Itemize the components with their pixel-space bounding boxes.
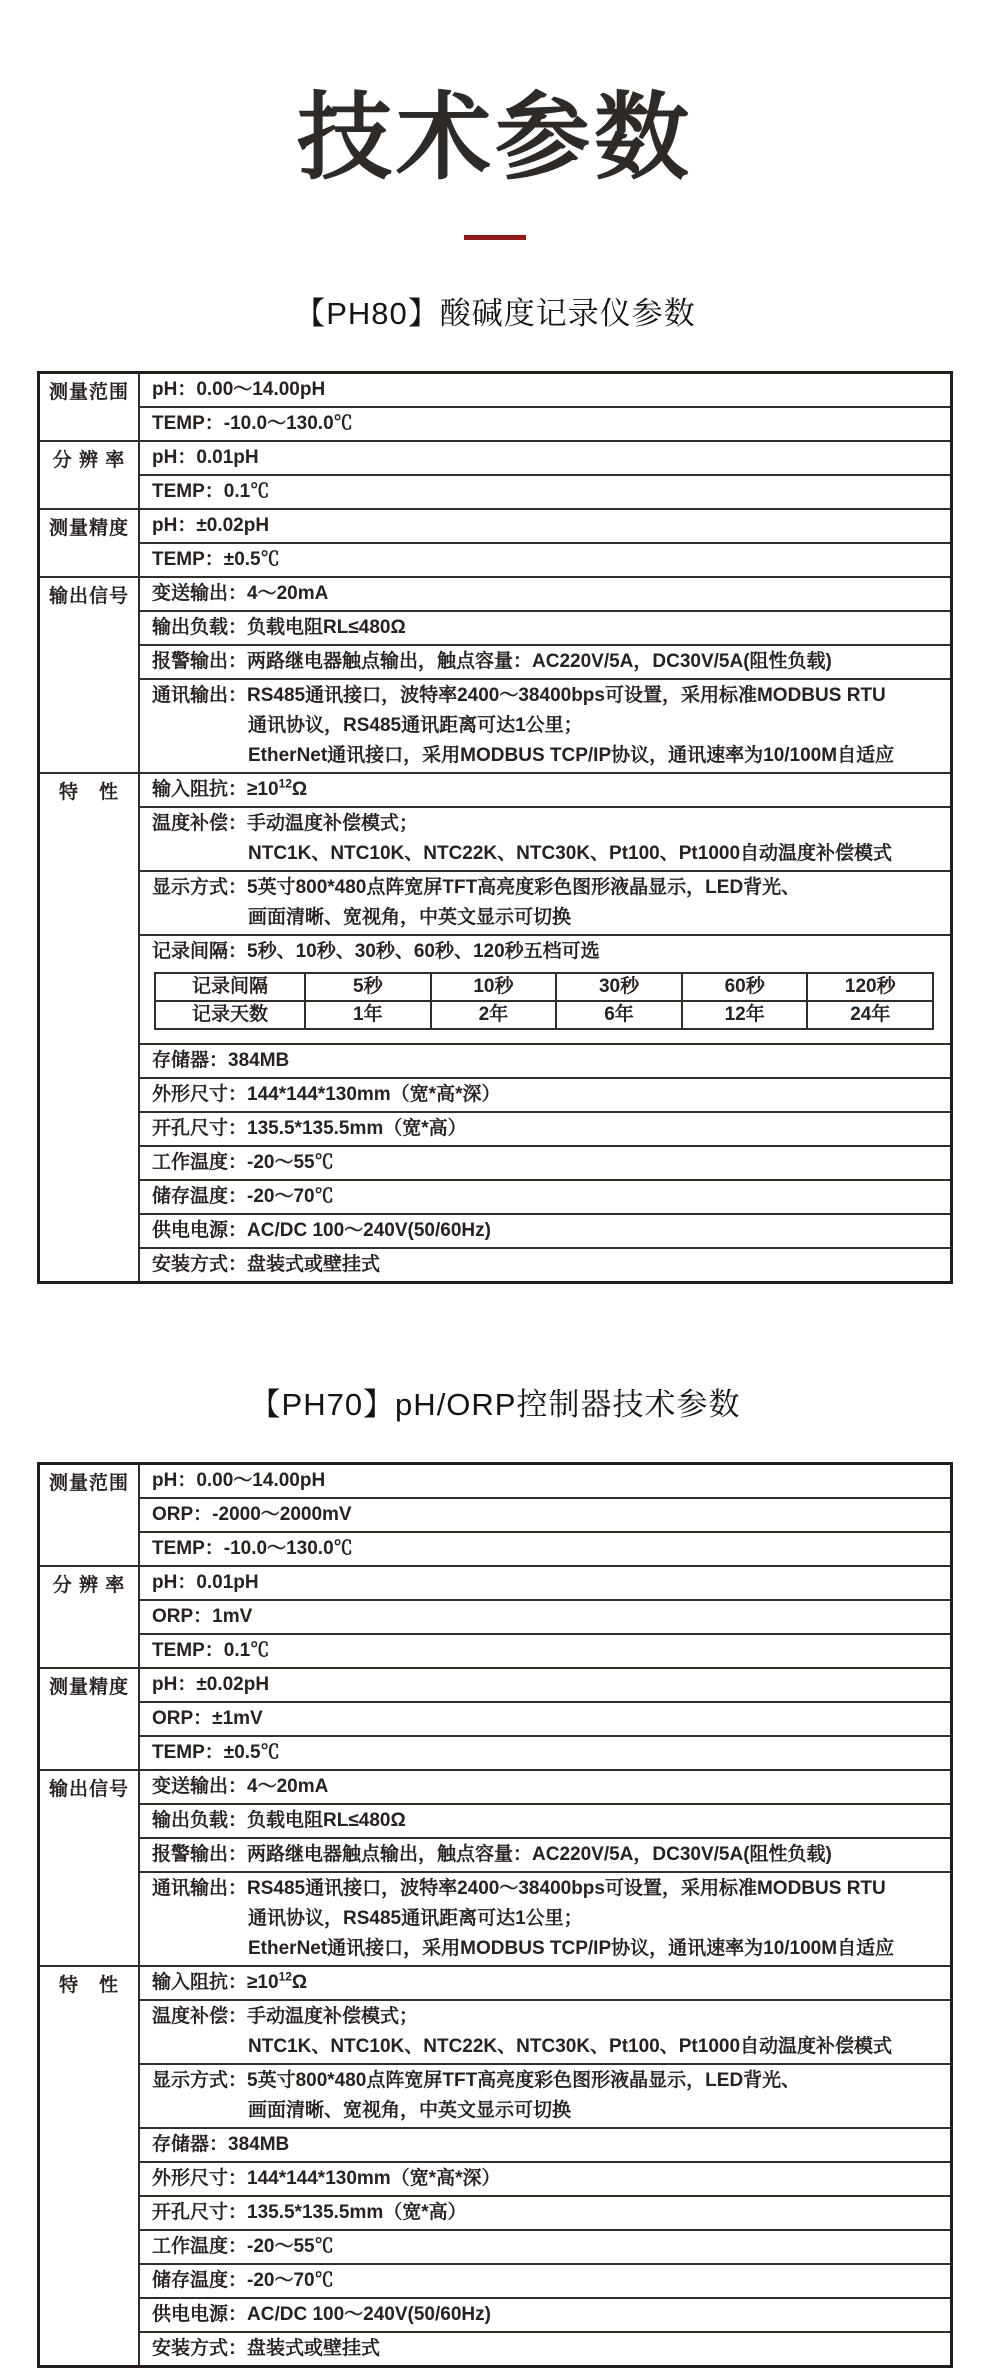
spec-row <box>39 2332 952 2367</box>
spec-group-label: 特 性 <box>39 1966 140 2367</box>
spec-value-cell <box>139 1566 952 1600</box>
spec-row <box>39 611 952 645</box>
spec-value-cell <box>139 2162 952 2196</box>
record-interval-cell: 2年 <box>431 1001 557 1029</box>
spec-line: 温度补偿：手动温度补偿模式； <box>152 2006 419 2028</box>
spec-value-cell <box>139 577 952 611</box>
spec-line: 开孔尺寸：135.5*135.5mm（宽*高） <box>152 1118 467 1140</box>
spec-line: 报警输出：两路继电器触点输出，触点容量：AC220V/5A，DC30V/5A(阻性负载) <box>152 651 832 673</box>
section-ph80 <box>0 288 990 1284</box>
spec-row <box>39 645 952 679</box>
spec-row <box>39 1770 952 1804</box>
spec-value-cell <box>139 1044 952 1078</box>
spec-line: 工作温度：-20～55℃ <box>152 1152 334 1174</box>
spec-value-cell <box>139 611 952 645</box>
spec-value-cell <box>139 1702 952 1736</box>
spec-row <box>39 2298 952 2332</box>
spec-line: 存储器：384MB <box>152 2134 290 2156</box>
spec-value-cell <box>139 2128 952 2162</box>
spec-group <box>39 1770 952 1966</box>
spec-group <box>39 1566 952 1668</box>
spec-value-cell <box>139 1668 952 1702</box>
spec-group <box>39 509 952 577</box>
spec-line: 变送输出：4～20mA <box>152 1776 329 1798</box>
spec-row <box>39 1600 952 1634</box>
spec-line: 温度补偿：手动温度补偿模式； <box>152 813 419 835</box>
spec-value-cell <box>139 475 952 509</box>
spec-row <box>39 1044 952 1078</box>
section-heading-ph70: 【PH70】pH/ORP控制器技术参数 <box>249 1387 741 1423</box>
spec-row <box>39 1966 952 2000</box>
spec-line: NTC1K、NTC10K、NTC22K、NTC30K、Pt100、Pt1000自动温度补偿模式 <box>248 843 893 865</box>
spec-group-label: 输出信号 <box>39 577 140 773</box>
spec-row <box>39 2264 952 2298</box>
spec-row <box>39 2000 952 2064</box>
spec-table-ph80 <box>37 371 953 1284</box>
spec-line: TEMP：-10.0～130.0℃ <box>152 413 353 435</box>
spec-row <box>39 1078 952 1112</box>
spec-line: 储存温度：-20～70℃ <box>152 1186 334 1208</box>
record-interval-cell: 60秒 <box>682 973 808 1001</box>
spec-line: 存储器：384MB <box>152 1050 290 1072</box>
spec-row <box>39 407 952 441</box>
spec-row <box>39 1146 952 1180</box>
spec-value-cell <box>139 645 952 679</box>
spec-value-cell <box>139 1600 952 1634</box>
spec-value-cell <box>139 1214 952 1248</box>
spec-value-cell <box>139 935 952 1044</box>
spec-row <box>39 2128 952 2162</box>
spec-line: TEMP：0.1℃ <box>152 481 270 503</box>
spec-row <box>39 1112 952 1146</box>
spec-line: EtherNet通讯接口，采用MODBUS TCP/IP协议，通讯速率为10/100M自适应 <box>248 745 895 767</box>
spec-value-cell <box>139 1112 952 1146</box>
spec-value-cell <box>139 509 952 543</box>
spec-line: 输出负载：负载电阻RL≤480Ω <box>152 617 406 639</box>
spec-group-label: 测量范围 <box>39 1464 140 1567</box>
spec-row <box>39 1180 952 1214</box>
spec-line: 通讯输出：RS485通讯接口，波特率2400～38400bps可设置，采用标准MODBUS RTU <box>152 685 886 707</box>
spec-value-cell <box>139 1634 952 1668</box>
record-interval-row <box>155 1001 933 1029</box>
spec-line: 输入阻抗：$\ge 10^{12}\Omega$ <box>152 777 308 801</box>
record-interval-cell: 120秒 <box>807 973 933 1001</box>
record-interval-cell: 24年 <box>807 1001 933 1029</box>
spec-value-cell <box>139 1180 952 1214</box>
record-interval-cell: 6年 <box>556 1001 682 1029</box>
spec-row <box>39 509 952 543</box>
spec-line: 储存温度：-20～70℃ <box>152 2270 334 2292</box>
spec-line: 供电电源：AC/DC 100～240V(50/60Hz) <box>152 2304 491 2326</box>
section-heading-ph80: 【PH80】酸碱度记录仪参数 <box>294 296 696 332</box>
spec-group-label: 分 辨 率 <box>39 441 140 509</box>
spec-row <box>39 1668 952 1702</box>
spec-line: TEMP：±0.5℃ <box>152 1742 280 1764</box>
spec-group <box>39 441 952 509</box>
spec-value-cell <box>139 871 952 935</box>
spec-line: TEMP：-10.0～130.0℃ <box>152 1538 353 1560</box>
spec-line: 安装方式：盘装式或壁挂式 <box>152 1254 381 1276</box>
spec-row <box>39 679 952 773</box>
spec-row <box>39 1566 952 1600</box>
spec-row <box>39 1736 952 1770</box>
record-interval-row <box>155 973 933 1001</box>
record-interval-cell: 1年 <box>305 1001 431 1029</box>
spec-value-cell <box>139 1770 952 1804</box>
spec-row <box>39 871 952 935</box>
spec-row <box>39 1804 952 1838</box>
spec-group <box>39 373 952 442</box>
spec-line: pH：±0.02pH <box>152 515 270 537</box>
spec-value-cell <box>139 1872 952 1966</box>
spec-value-cell <box>139 373 952 408</box>
spec-line: 外形尺寸：144*144*130mm（宽*高*深） <box>152 1084 501 1106</box>
spec-row <box>39 2196 952 2230</box>
spec-line: pH：0.01pH <box>152 1572 259 1594</box>
spec-row <box>39 773 952 807</box>
spec-value-cell <box>139 543 952 577</box>
spec-value-cell <box>139 407 952 441</box>
spec-line: pH：0.01pH <box>152 447 259 469</box>
spec-line: 记录间隔：5秒、10秒、30秒、60秒、120秒五档可选 <box>152 941 600 963</box>
spec-row <box>39 1532 952 1566</box>
spec-line: 报警输出：两路继电器触点输出，触点容量：AC220V/5A，DC30V/5A(阻性负载) <box>152 1844 832 1866</box>
spec-line: pH：±0.02pH <box>152 1674 270 1696</box>
spec-line: 通讯输出：RS485通讯接口，波特率2400～38400bps可设置，采用标准MODBUS RTU <box>152 1878 886 1900</box>
spec-group <box>39 1464 952 1567</box>
spec-group <box>39 1966 952 2367</box>
spec-value-cell <box>139 2332 952 2367</box>
spec-value-cell <box>139 1532 952 1566</box>
record-interval-cell: 12年 <box>682 1001 808 1029</box>
record-interval-cell: 记录天数 <box>155 1001 305 1029</box>
spec-line: pH：0.00～14.00pH <box>152 379 326 401</box>
spec-group-label: 测量精度 <box>39 509 140 577</box>
spec-line: ORP：±1mV <box>152 1708 263 1730</box>
record-interval-cell: 记录间隔 <box>155 973 305 1001</box>
spec-group <box>39 773 952 1283</box>
spec-value-cell <box>139 1146 952 1180</box>
spec-row <box>39 1872 952 1966</box>
spec-group-label: 特 性 <box>39 773 140 1283</box>
spec-group <box>39 1668 952 1770</box>
spec-row <box>39 2162 952 2196</box>
spec-value-cell <box>139 441 952 475</box>
spec-line: 输入阻抗：$\ge 10^{12}\Omega$ <box>152 1970 308 1994</box>
spec-value-cell <box>139 773 952 807</box>
spec-line: 显示方式：5英寸800*480点阵宽屏TFT高亮度彩色图形液晶显示，LED背光、 <box>152 2070 801 2092</box>
spec-line: 开孔尺寸：135.5*135.5mm（宽*高） <box>152 2202 467 2224</box>
spec-line: 画面清晰、宽视角，中英文显示可切换 <box>248 907 572 929</box>
spec-row <box>39 441 952 475</box>
spec-table-ph70 <box>37 1462 953 2368</box>
spec-line: 显示方式：5英寸800*480点阵宽屏TFT高亮度彩色图形液晶显示，LED背光、 <box>152 877 801 899</box>
spec-value-cell <box>139 1464 952 1499</box>
spec-row <box>39 1838 952 1872</box>
spec-value-cell <box>139 1498 952 1532</box>
spec-value-cell <box>139 2264 952 2298</box>
spec-value-cell <box>139 1736 952 1770</box>
spec-group-label: 测量精度 <box>39 1668 140 1770</box>
spec-line: pH：0.00～14.00pH <box>152 1470 326 1492</box>
spec-row <box>39 935 952 1044</box>
record-interval-table <box>154 972 934 1030</box>
spec-line: TEMP：0.1℃ <box>152 1640 270 1662</box>
spec-value-cell <box>139 807 952 871</box>
page-title: 技术参数 <box>296 85 693 191</box>
spec-row <box>39 1702 952 1736</box>
spec-value-cell <box>139 1078 952 1112</box>
spec-line: 输出负载：负载电阻RL≤480Ω <box>152 1810 406 1832</box>
spec-group-label: 输出信号 <box>39 1770 140 1966</box>
spec-row <box>39 1634 952 1668</box>
spec-value-cell <box>139 2298 952 2332</box>
spec-value-cell <box>139 2064 952 2128</box>
record-interval-cell: 30秒 <box>556 973 682 1001</box>
spec-value-cell <box>139 2230 952 2264</box>
spec-line: 工作温度：-20～55℃ <box>152 2236 334 2258</box>
spec-line: 通讯协议，RS485通讯距离可达1公里； <box>248 715 583 737</box>
spec-row <box>39 2230 952 2264</box>
spec-value-cell <box>139 1966 952 2000</box>
spec-row <box>39 577 952 611</box>
spec-value-cell <box>139 2000 952 2064</box>
spec-value-cell <box>139 679 952 773</box>
spec-line: NTC1K、NTC10K、NTC22K、NTC30K、Pt100、Pt1000自动温度补偿模式 <box>248 2036 893 2058</box>
spec-row <box>39 543 952 577</box>
title-divider-accent <box>464 235 526 240</box>
spec-value-cell <box>139 1804 952 1838</box>
spec-group <box>39 577 952 773</box>
spec-row <box>39 475 952 509</box>
spec-row <box>39 1214 952 1248</box>
spec-row <box>39 1464 952 1499</box>
spec-line: EtherNet通讯接口，采用MODBUS TCP/IP协议，通讯速率为10/100M自适应 <box>248 1938 895 1960</box>
record-interval-cell: 5秒 <box>305 973 431 1001</box>
spec-line: ORP：1mV <box>152 1606 253 1628</box>
spec-value-cell <box>139 1838 952 1872</box>
record-interval-cell: 10秒 <box>431 973 557 1001</box>
spec-line: TEMP：±0.5℃ <box>152 549 280 571</box>
spec-line: 画面清晰、宽视角，中英文显示可切换 <box>248 2100 572 2122</box>
spec-line: 外形尺寸：144*144*130mm（宽*高*深） <box>152 2168 501 2190</box>
spec-row <box>39 373 952 408</box>
spec-line: 变送输出：4～20mA <box>152 583 329 605</box>
spec-line: 通讯协议，RS485通讯距离可达1公里； <box>248 1908 583 1930</box>
spec-group-label: 分 辨 率 <box>39 1566 140 1668</box>
spec-line: ORP：-2000～2000mV <box>152 1504 352 1526</box>
spec-row <box>39 1248 952 1283</box>
spec-value-cell <box>139 2196 952 2230</box>
spec-group-label: 测量范围 <box>39 373 140 442</box>
spec-row <box>39 1498 952 1532</box>
spec-line: 安装方式：盘装式或壁挂式 <box>152 2338 381 2360</box>
spec-line: 供电电源：AC/DC 100～240V(50/60Hz) <box>152 1220 491 1242</box>
spec-row <box>39 807 952 871</box>
spec-value-cell <box>139 1248 952 1283</box>
spec-row <box>39 2064 952 2128</box>
section-ph70 <box>0 1379 990 2368</box>
